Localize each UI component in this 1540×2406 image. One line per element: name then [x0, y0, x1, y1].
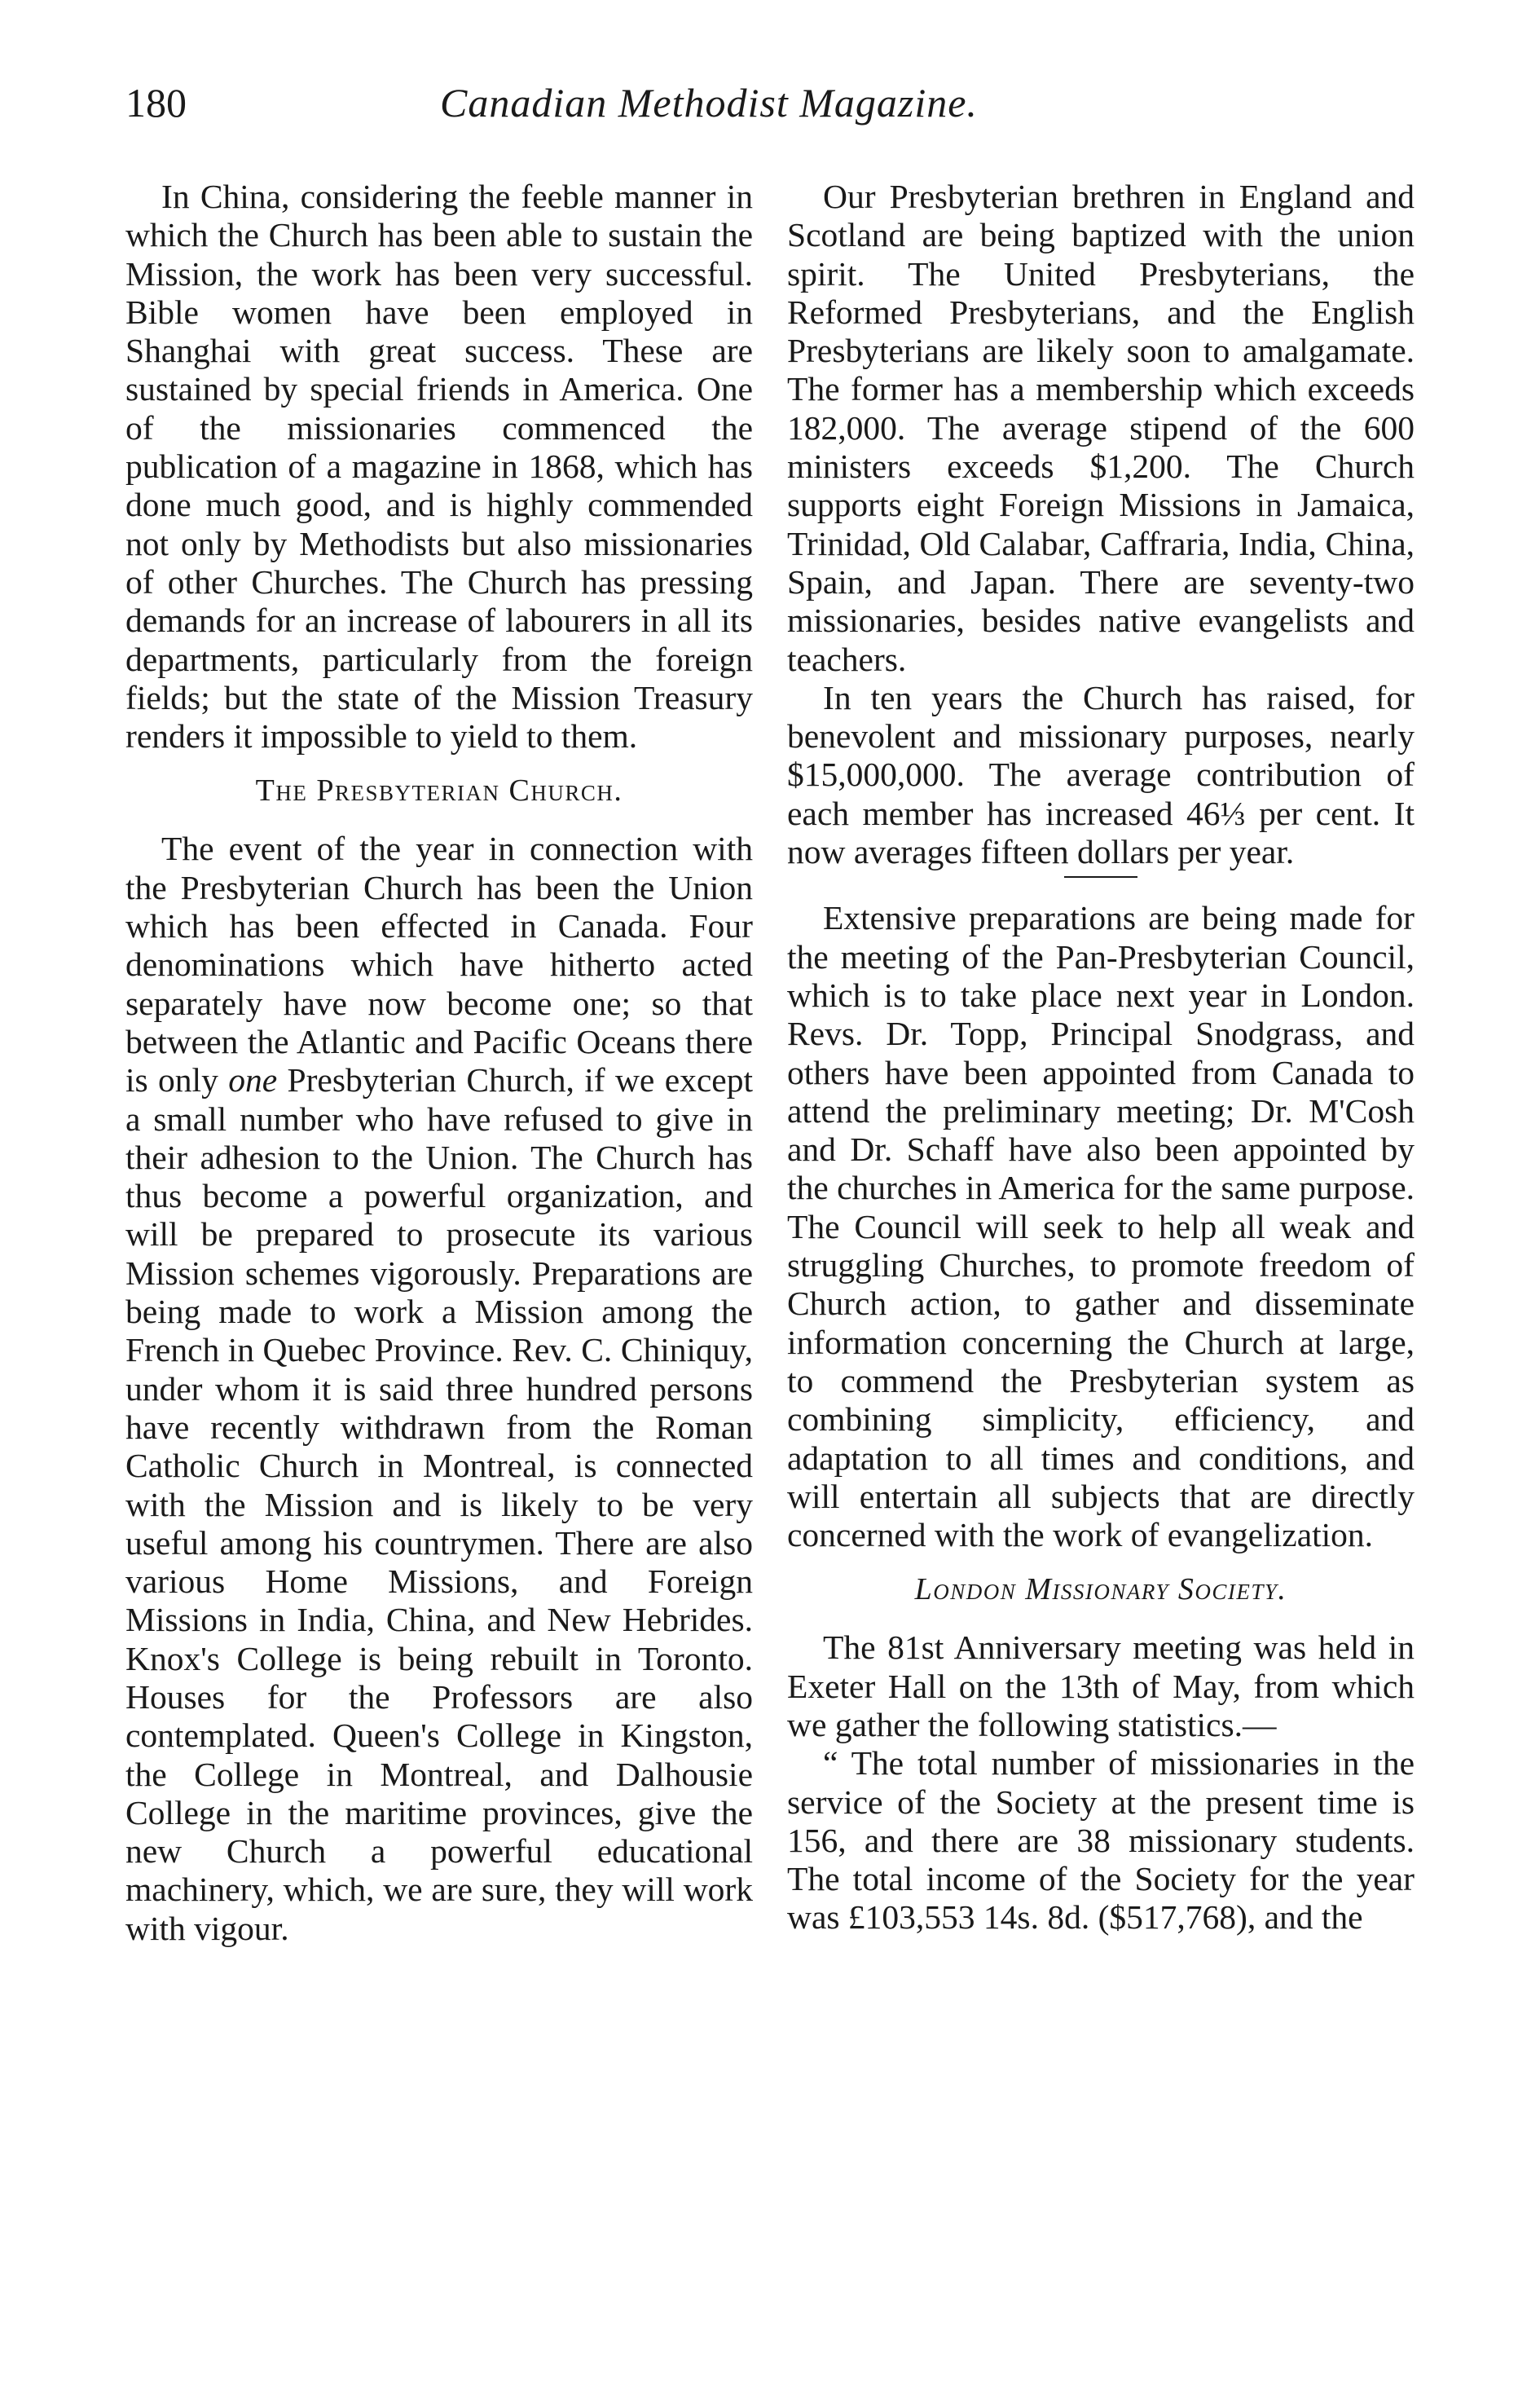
paragraph-ten-years: In ten years the Church has raised, for benevolent and missionary purposes, nearly $15,000,000. The average contribution of each member has increased 46⅓ per cent. It now averages fifteen dollars per year. — [787, 678, 1415, 871]
page-number: 180 — [125, 80, 187, 126]
section-heading-london-missionary-society: London Missionary Society. — [914, 1572, 1287, 1607]
right-column — [787, 178, 1415, 1937]
presbyterian-text-part-2: Presbyterian Church, if we except a small number who have refused to give in their adhesion to the Union. The Church has thus become a powerful organization, and will be prepared to prosecute its various Mission schemes vigorously. Preparations are being made to work a Mission among the French in Quebec Province. Rev. C. Chiniquy, under whom it is said three hundred persons have recently withdrawn from the Roman Catholic Church in Montreal, is connected with the Mission and is likely to be very useful among his countrymen. There are also various Home Missions, and Foreign Missions in India, China, and New Hebrides. Knox's College is being rebuilt in Toronto. Houses for the Professors are also contemplated. Queen's College in Kingston, the College in Montreal, and Dalhousie College in the maritime provinces, give the new Church a powerful educational machinery, which, we are sure, they will work with vigour. — [125, 1061, 754, 1947]
paragraph-pan-presbyterian-council: Extensive preparations are being made for the meeting of the Pan-Presbyterian Council, which is to take place next year in London. Revs. Dr. Topp, Principal Snodgrass, and others have been appointed from Canada to attend the preliminary meeting; Dr. M'Cosh and Dr. Schaff have also been appointed by the churches in America for the same purpose. The Council will seek to help all weak and struggling Churches, to promote freedom of Church action, to gather and disseminate information concerning the Church at large, to commend the Presbyterian system as combining simplicity, efficiency, and adaptation to all times and conditions, and will entertain all subjects that are directly concerned with the work of evangelization. — [787, 899, 1415, 1554]
paragraph-presbyterian-union — [125, 830, 753, 1948]
paragraph-china-mission: In China, considering the feeble manner in which the Church has been able to sustain the Mission, the work has been very successful. Bible women have been employed in Shanghai with great success. These are sustained by special friends in America. One of the missionaries commenced the publication of a magazine in 1868, which has done much good, and is highly commended not only by Methodists but also missionaries of other Churches. The Church has pressing demands for an increase of labourers in all its departments, particularly from the foreign fields; but the state of the Mission Treasury renders it impossible to yield to them. — [125, 178, 753, 756]
emphasis-one: one — [228, 1061, 278, 1099]
paragraph-statistics-quote: “ The total number of missionaries in the service of the Society at the present time is 156, and there are 38 missionary students. The total income of the Society for the year was £103,553 14s. 8d. ($517,768), and the — [787, 1744, 1415, 1937]
left-column — [125, 178, 753, 1948]
paragraph-presbyterian-brethren: Our Presbyterian brethren in England and Scotland are being baptized with the union spirit. The United Presbyterians, the Reformed Presbyterians, and the English Presbyterians are likely soon to amalgamate. The former has a membership which exceeds 182,000. The average stipend of the 600 ministers exceeds $1,200. The Church supports eight Foreign Missions in Jamaica, Trinidad, Old Calabar, Caffraria, India, China, Spain, and Japan. There are seventy-two missionaries, besides native evangelists and teachers. — [787, 178, 1415, 678]
section-divider — [1064, 876, 1137, 878]
presbyterian-text-part-1: The event of the year in connection with the Presbyterian Church has been the Union which has been effected in Canada. Four denominations which have hitherto acted separately have now become one; so that between the Atlantic and Pacific Oceans there is only — [125, 830, 753, 1099]
paragraph-anniversary-meeting: The 81st Anniversary meeting was held in Exeter Hall on the 13th of May, from which we gather the following statistics.— — [787, 1628, 1415, 1743]
section-heading-presbyterian-church: The Presbyterian Church. — [255, 773, 623, 809]
running-title: Canadian Methodist Magazine. — [440, 80, 978, 126]
